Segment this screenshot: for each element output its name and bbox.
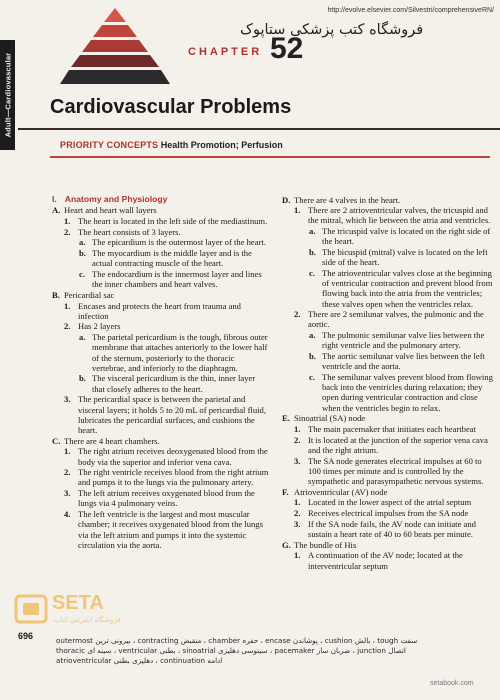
outline-marker: 1.	[64, 300, 71, 311]
outline-text: The left ventricle is the largest and most muscular chamber; it receives oxygenated blood from the lungs via the left atrium and pumps it into the systemic circulation via the aorta.	[78, 509, 263, 550]
outline-text: The aortic semilunar valve lies between the left ventricle and the aorta.	[322, 351, 485, 372]
outline-text: Has 2 layers	[78, 321, 121, 332]
outline-item	[282, 195, 494, 205]
outline-item	[52, 290, 270, 300]
outline-marker: E.	[282, 413, 290, 424]
outline-text: Receives electrical impulses from the SA node	[308, 508, 469, 519]
outline-text: Heart and heart wall layers	[64, 205, 157, 216]
outline-item	[282, 540, 494, 550]
outline-marker: b.	[79, 373, 86, 384]
page-title: Cardiovascular Problems	[50, 96, 292, 118]
vocabulary-line: outermost بیرونی ترین ، contracting منقبض ، chamber حفره ، encase پوشاندن ، cushion بالش ، tough سفت	[56, 636, 418, 645]
outline-text: The main pacemaker that initiates each heartbeat	[308, 423, 476, 434]
vocabulary-footer	[56, 636, 496, 666]
outline-item	[282, 226, 494, 246]
outline-marker: a.	[79, 237, 86, 248]
outline-text: The right atrium receives deoxygenated blood from the body via the superior and inferior vena cava.	[78, 446, 268, 467]
left-column	[52, 194, 270, 550]
outline-text: The left atrium receives oxygenated blood from the lungs via 4 pulmonary veins.	[78, 488, 255, 509]
outline-text: The heart is located in the left side of the mediastinum.	[78, 215, 268, 226]
priority-label: PRIORITY CONCEPTS	[60, 140, 159, 150]
outline-item	[282, 268, 494, 309]
outline-text: The heart consists of 3 layers.	[78, 226, 181, 237]
outline-text: A continuation of the AV node; located at the interventricular septum	[308, 550, 463, 571]
outline-marker: 1.	[294, 550, 301, 561]
outline-text: There are 2 atrioventricular valves, the tricuspid and the mitral, which lie between the atria and ventricles.	[308, 205, 491, 226]
outline-text: If the SA node fails, the AV node can initiate and sustain a heart rate of 40 to 60 beats per minute.	[308, 518, 476, 539]
outline-text: The SA node generates electrical impulses at 60 to 100 times per minute and is controlled by the sympathetic and parasympathetic nervous systems.	[308, 455, 484, 486]
outline-marker: I.	[52, 194, 57, 204]
outline-item	[282, 351, 494, 371]
outline-text: There are 4 valves in the heart.	[294, 194, 401, 205]
outline-item	[52, 227, 270, 237]
outline-marker: 1.	[294, 423, 301, 434]
outline-text: The visceral pericardium is the thin, inner layer that closely adheres to the heart.	[92, 373, 256, 394]
outline-item	[282, 487, 494, 497]
outline-text: Pericardial sac	[64, 289, 115, 300]
outline-item	[52, 446, 270, 466]
outline-marker: 2.	[64, 467, 71, 478]
priority-value: Health Promotion; Perfusion	[160, 140, 283, 150]
outline-item	[52, 248, 270, 268]
watermark-url: setabook.com	[430, 680, 474, 687]
outline-text: Atrioventricular (AV) node	[294, 486, 388, 497]
outline-marker: 3.	[294, 518, 301, 529]
outline-text: Anatomy and Physiology	[64, 194, 168, 204]
outline-text: The endocardium is the innermost layer and lines the inner chambers and heart valves.	[92, 268, 262, 290]
outline-item	[52, 216, 270, 226]
outline-marker: c.	[309, 267, 315, 278]
outline-item	[282, 205, 494, 225]
outline-item	[52, 321, 270, 331]
outline-text: The parietal pericardium is the tough, fibrous outer membrane that attaches anteriorly to the lower half of the sternum, posteriorly to the thoracic vertebrae, and inferiorly to the diaphragm.	[92, 332, 268, 373]
outline-marker: a.	[309, 226, 316, 237]
outline-marker: G.	[282, 539, 291, 550]
side-tab-label: Adult—Cardiovascular	[3, 52, 12, 138]
outline-item	[52, 332, 270, 373]
vocabulary-line: atrioventricular دهلیزی بطنی ، continuation ادامه	[56, 656, 223, 665]
outline-text: Sinoatrial (SA) node	[294, 413, 366, 424]
outline-marker: c.	[79, 268, 85, 279]
outline-item	[282, 435, 494, 455]
outline-text: The tricuspid valve is located on the right side of the heart.	[322, 226, 491, 247]
outline-marker: c.	[309, 371, 315, 382]
outline-item	[282, 247, 494, 267]
chapter-pyramid-icon	[60, 8, 170, 84]
outline-marker: B.	[52, 289, 60, 300]
outline-item	[282, 309, 494, 329]
outline-item	[282, 456, 494, 487]
outline-marker: 1.	[64, 215, 71, 226]
source-url: http://evolve.elsevier.com/Silvestri/comprehensiveRN/	[327, 7, 494, 14]
outline-item	[52, 237, 270, 247]
outline-marker: 2.	[294, 309, 301, 320]
outline-item	[52, 301, 270, 321]
outline-item	[52, 373, 270, 393]
outline-item	[52, 436, 270, 446]
outline-marker: A.	[52, 205, 61, 216]
watermark-brand: SETA	[52, 592, 104, 614]
outline-marker: 2.	[64, 321, 71, 332]
outline-marker: 2.	[294, 508, 301, 519]
chapter-number: 52	[270, 32, 304, 65]
outline-text: It is located at the junction of the superior vena cava and the right atrium.	[308, 434, 488, 455]
outline-item	[282, 424, 494, 434]
title-divider	[18, 128, 500, 130]
outline-item	[282, 550, 494, 570]
outline-marker: F.	[282, 486, 289, 497]
outline-text: The bundle of His	[294, 539, 357, 550]
outline-marker: b.	[309, 247, 316, 258]
section-side-tab	[0, 40, 15, 150]
watermark-subtitle: فروشگاه اینترنتی کتاب	[54, 616, 121, 624]
chapter-label: CHAPTER	[188, 46, 263, 58]
outline-marker: 3.	[294, 455, 301, 466]
outline-text: The right ventricle receives blood from the right atrium and pumps it to the lungs via the pulmonary artery.	[78, 467, 269, 488]
outline-text: The pericardial space is between the parietal and visceral layers; it holds 5 to 20 mL of pericardial fluid, lubricates the pericardial surfaces, and cushions the heart.	[78, 394, 266, 435]
right-column	[282, 194, 494, 571]
outline-marker: 1.	[64, 446, 71, 457]
outline-marker: b.	[309, 351, 316, 362]
outline-marker: 2.	[64, 226, 71, 237]
page-number: 696	[18, 631, 34, 641]
outline-item	[282, 497, 494, 507]
outline-text: The epicardium is the outermost layer of the heart.	[92, 237, 266, 248]
outline-marker: 1.	[294, 205, 301, 216]
outline-text: The semilunar valves prevent blood from flowing back into the ventricles during relaxation; they open during ventricular contraction and close when the ventricles begin to relax.	[322, 371, 493, 413]
outline-text: The pulmonic semilunar valve lies between the right ventricle and the pulmonary artery.	[322, 330, 485, 351]
outline-item	[282, 372, 494, 413]
outline-item	[282, 519, 494, 539]
outline-marker: a.	[79, 332, 86, 343]
outline-marker: a.	[309, 330, 316, 341]
outline-text: The atrioventricular valves close at the beginning of ventricular contraction and prevent blood from flowing back into the atria from the ventricles; these valves open when the ventricles relax.	[322, 267, 493, 309]
watermark-logo-icon	[14, 592, 48, 626]
outline-item	[282, 508, 494, 518]
outline-item	[52, 394, 270, 435]
outline-marker: 3.	[64, 394, 71, 405]
outline-item	[52, 467, 270, 487]
outline-marker: 3.	[64, 488, 71, 499]
store-banner-text: فروشگاه کتب پزشکی ستاپوک	[240, 22, 424, 38]
outline-marker: C.	[52, 435, 61, 446]
outline-text: There are 2 semilunar valves, the pulmonic and the aortic.	[308, 309, 484, 330]
outline-marker: 4.	[64, 509, 71, 520]
outline-text: Encases and protects the heart from trauma and infection	[78, 300, 241, 321]
outline-item	[52, 205, 270, 215]
priority-concepts-bar	[50, 140, 490, 158]
outline-marker: D.	[282, 194, 291, 205]
outline-marker: 1.	[294, 497, 301, 508]
outline-text: The bicuspid (mitral) valve is located on the left side of the heart.	[322, 247, 488, 268]
outline-marker: b.	[79, 248, 86, 259]
section-heading	[52, 194, 270, 204]
outline-text: The myocardium is the middle layer and is the actual contracting muscle of the heart.	[92, 248, 252, 269]
vocabulary-line: thoracic سینه ای ، ventricular بطنی ، sinoatrial سینوسی دهلیزی ، pacemaker ضربان ساز ، junction اتصال	[56, 646, 406, 655]
outline-text: There are 4 heart chambers.	[64, 435, 160, 446]
outline-item	[52, 488, 270, 508]
outline-item	[52, 269, 270, 289]
outline-text: Located in the lower aspect of the atrial septum	[308, 497, 472, 508]
outline-item	[52, 509, 270, 550]
outline-item	[282, 413, 494, 423]
outline-item	[282, 330, 494, 350]
outline-marker: 2.	[294, 434, 301, 445]
